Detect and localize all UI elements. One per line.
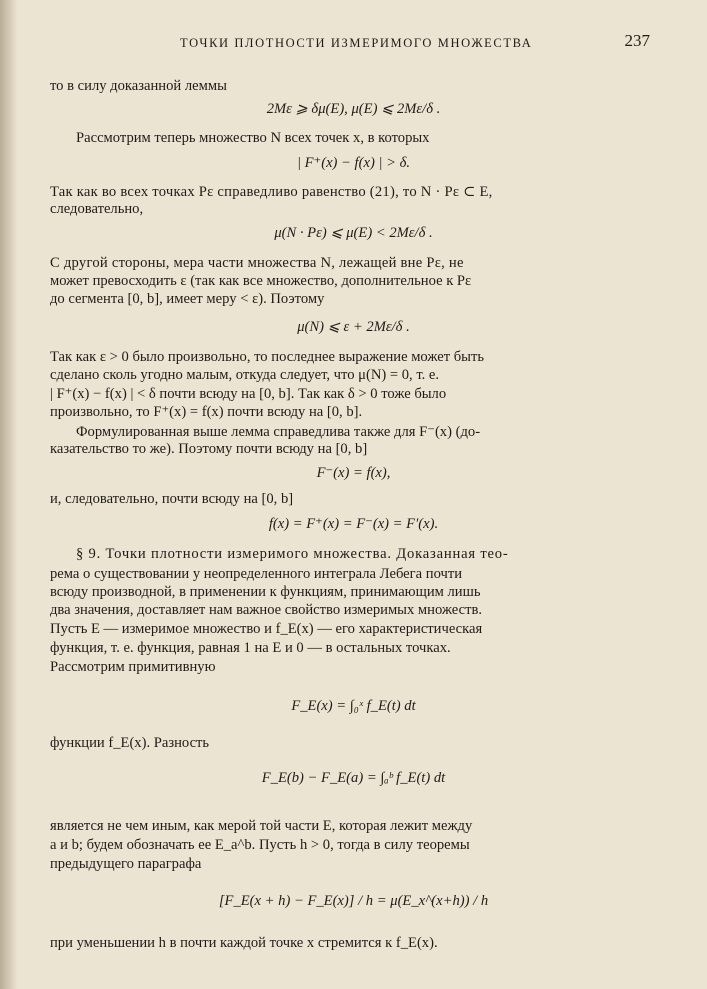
text-line: С другой стороны, мера части множества N, лежащей вне Pε, не (50, 255, 464, 271)
text-line: предыдущего параграфа (50, 856, 202, 872)
formula: F⁻(x) = f(x), (316, 465, 391, 481)
formula: 2Mε ⩾ δμ(E), μ(E) ⩽ 2Mε/δ . (266, 101, 441, 117)
text-line: всюду производной, в применении к функциям, принимающим лишь (50, 584, 481, 600)
text-line: произвольно, то F⁺(x) = f(x) почти всюду на [0, b]. (50, 404, 363, 420)
text-line: функции f_E(x). Разность (50, 735, 210, 751)
text-line: функция, т. е. функция, равная 1 на E и 0 — в остальных точках. (50, 640, 451, 656)
text-line: следовательно, (50, 201, 144, 217)
section-heading: § 9. Точки плотности измеримого множества. Доказанная тео- (76, 546, 509, 562)
difference-quotient-formula: [F_E(x + h) − F_E(x)] / h = μ(E_x^(x+h)) / h (218, 893, 489, 909)
integral-formula: F_E(b) − F_E(a) = ∫ₐᵇ f_E(t) dt (261, 770, 446, 786)
page-number: 237 (624, 31, 650, 50)
text-line: | F⁺(x) − f(x) | < δ почти всюду на [0, b]. Так как δ > 0 тоже было (50, 386, 447, 402)
text-line: сделано сколь угодно малым, откуда следует, что μ(N) = 0, т. е. (50, 367, 440, 383)
text-line: казательство то же). Поэтому почти всюду на [0, b] (50, 441, 368, 457)
text-line: то в силу доказанной леммы (50, 78, 227, 94)
formula: f(x) = F⁺(x) = F⁻(x) = F′(x). (268, 516, 439, 532)
text-line: является не чем иным, как мерой той части E, которая лежит между (50, 818, 473, 834)
text-line: при уменьшении h в почти каждой точке x стремится к f_E(x). (50, 935, 438, 951)
integral-formula: F_E(x) = ∫₀ˣ f_E(t) dt (291, 698, 416, 714)
text-line: до сегмента [0, b], имеет меру < ε). Поэтому (50, 291, 325, 307)
formula: μ(N) ⩽ ε + 2Mε/δ . (297, 319, 410, 335)
formula: μ(N · Pε) ⩽ μ(E) < 2Mε/δ . (274, 225, 433, 241)
page-edge-shadow (0, 0, 18, 989)
text-line: Формулированная выше лемма справедлива также для F⁻(x) (до- (76, 424, 481, 440)
text-line: может превосходить ε (так как все множество, дополнительное к Pε (50, 273, 472, 289)
text-line: и, следовательно, почти всюду на [0, b] (50, 491, 294, 507)
text-line: Рассмотрим примитивную (50, 659, 216, 675)
text-line: два значения, доставляет нам важное свойство измеримых множеств. (50, 602, 483, 618)
text-line: a и b; будем обозначать ее E_a^b. Пусть h > 0, тогда в силу теоремы (50, 837, 470, 853)
text-line: рема о существовании у неопределенного интеграла Лебега почти (50, 566, 463, 582)
formula: | F⁺(x) − f(x) | > δ. (296, 155, 411, 171)
header-title: ТОЧКИ ПЛОТНОСТИ ИЗМЕРИМОГО МНОЖЕСТВА (180, 36, 533, 50)
running-header (180, 31, 650, 58)
text-line: Рассмотрим теперь множество N всех точек x, в которых (76, 130, 430, 146)
text-line: Пусть E — измеримое множество и f_E(x) — его характеристическая (50, 621, 483, 637)
text-line: Так как ε > 0 было произвольно, то последнее выражение может быть (50, 349, 485, 365)
text-line: Так как во всех точках Pε справедливо равенство (21), то N · Pε ⊂ E, (50, 184, 493, 200)
